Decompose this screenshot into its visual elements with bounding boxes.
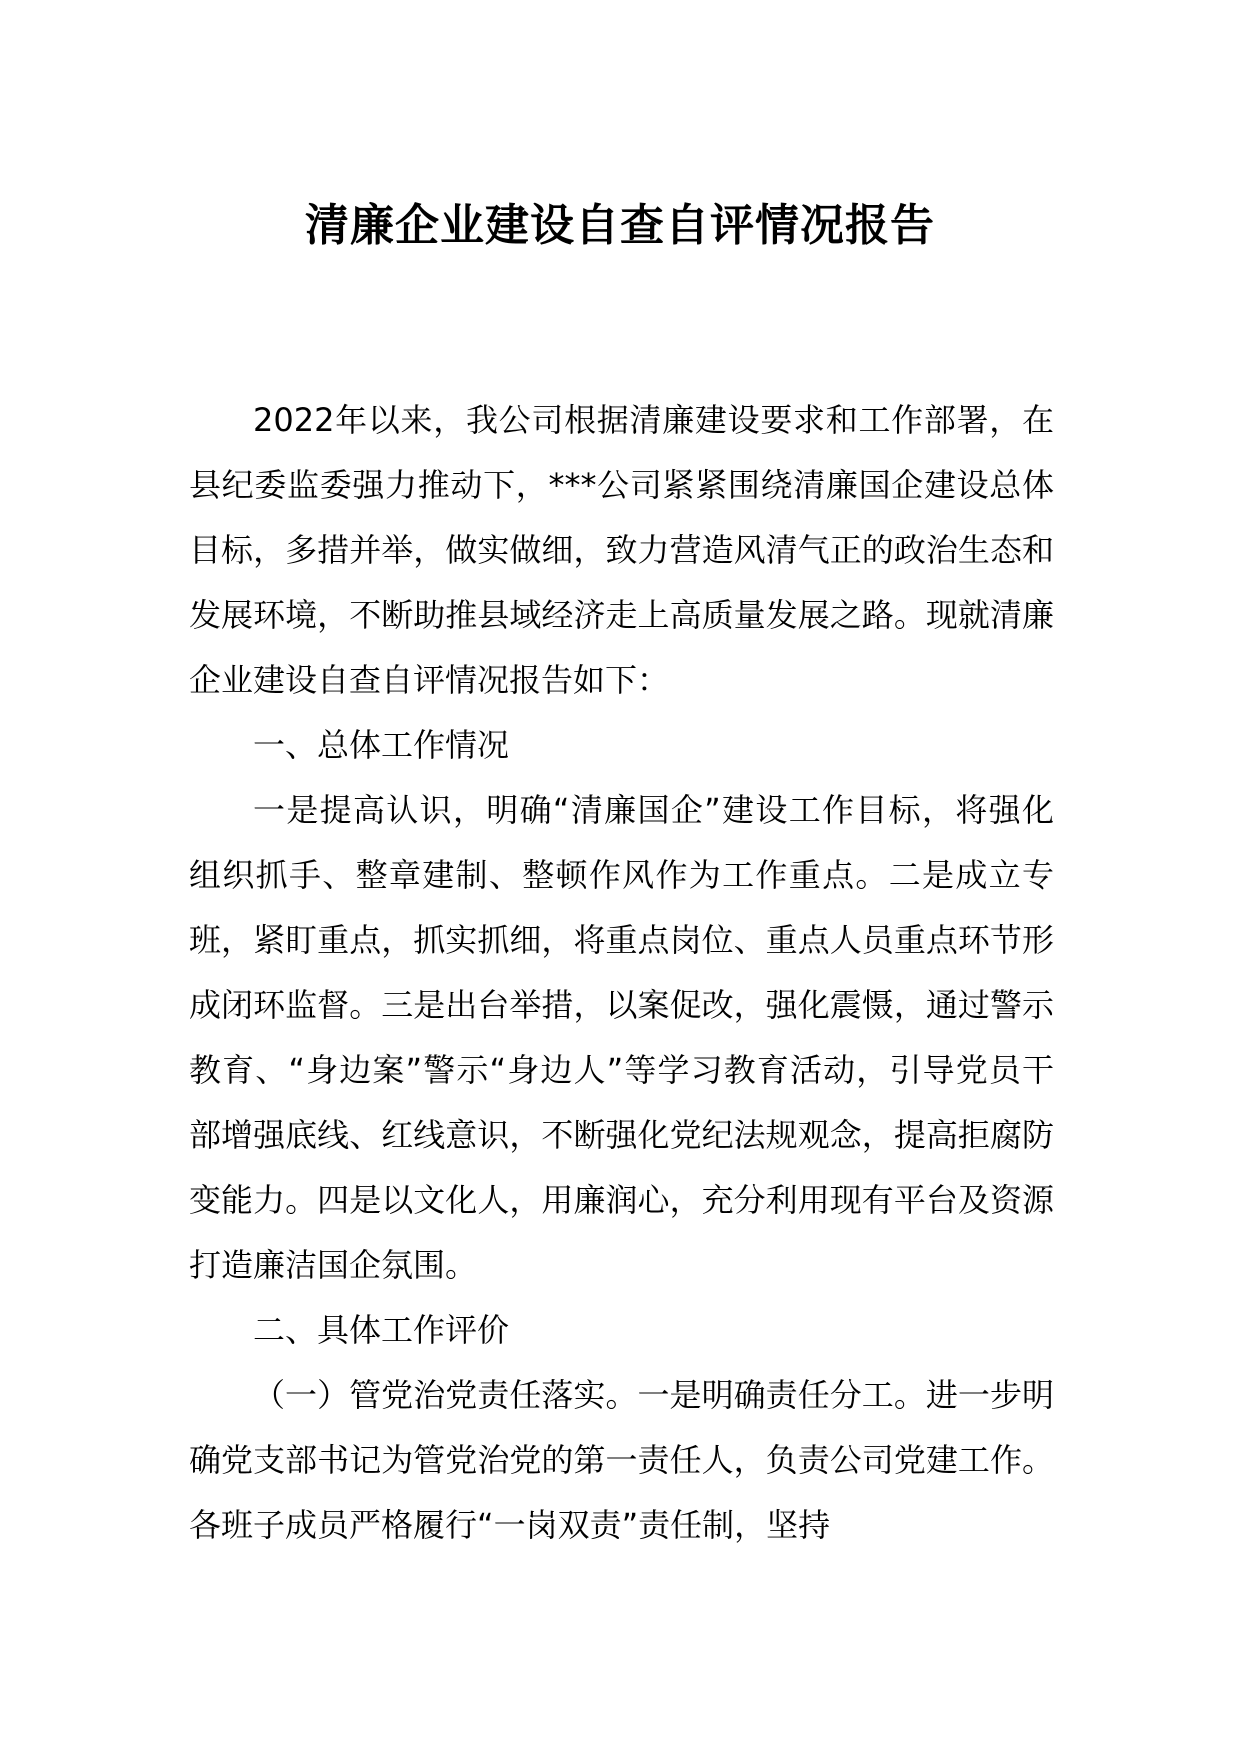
document-title: 清廉企业建设自查自评情况报告 bbox=[305, 200, 935, 251]
intro-paragraph: 2022年以来，我公司根据清廉建设要求和工作部署，在县纪委监委强力推动下，***公司紧紧围绕清廉国企建设总体目标，多措并举，做实做细，致力营造风清气正的政治生态和发展环境，不断助推县域经济走上高质量发展之路。现就清廉企业建设自查自评情况报告如下： bbox=[189, 401, 1054, 699]
section-heading-overall: 一、总体工作情况 bbox=[253, 726, 510, 764]
responsibility-paragraph: （一）管党治党责任落实。一是明确责任分工。进一步明确党支部书记为管党治党的第一责任人，负责公司党建工作。各班子成员严格履行“一岗双责”责任制，坚持 bbox=[189, 1376, 1054, 1544]
section-heading-evaluation: 二、具体工作评价 bbox=[253, 1311, 510, 1349]
document-body bbox=[189, 388, 1054, 1558]
overall-work-paragraph: 一是提高认识，明确“清廉国企”建设工作目标，将强化组织抓手、整章建制、整顿作风作为工作重点。二是成立专班，紧盯重点，抓实抓细，将重点岗位、重点人员重点环节形成闭环监督。三是出台举措，以案促改，强化震慑，通过警示教育、“身边案”警示“身边人”等学习教育活动，引导党员干部增强底线、红线意识，不断强化党纪法规观念，提高拒腐防变能力。四是以文化人，用廉润心，充分利用现有平台及资源打造廉洁国企氛围。 bbox=[189, 791, 1054, 1284]
